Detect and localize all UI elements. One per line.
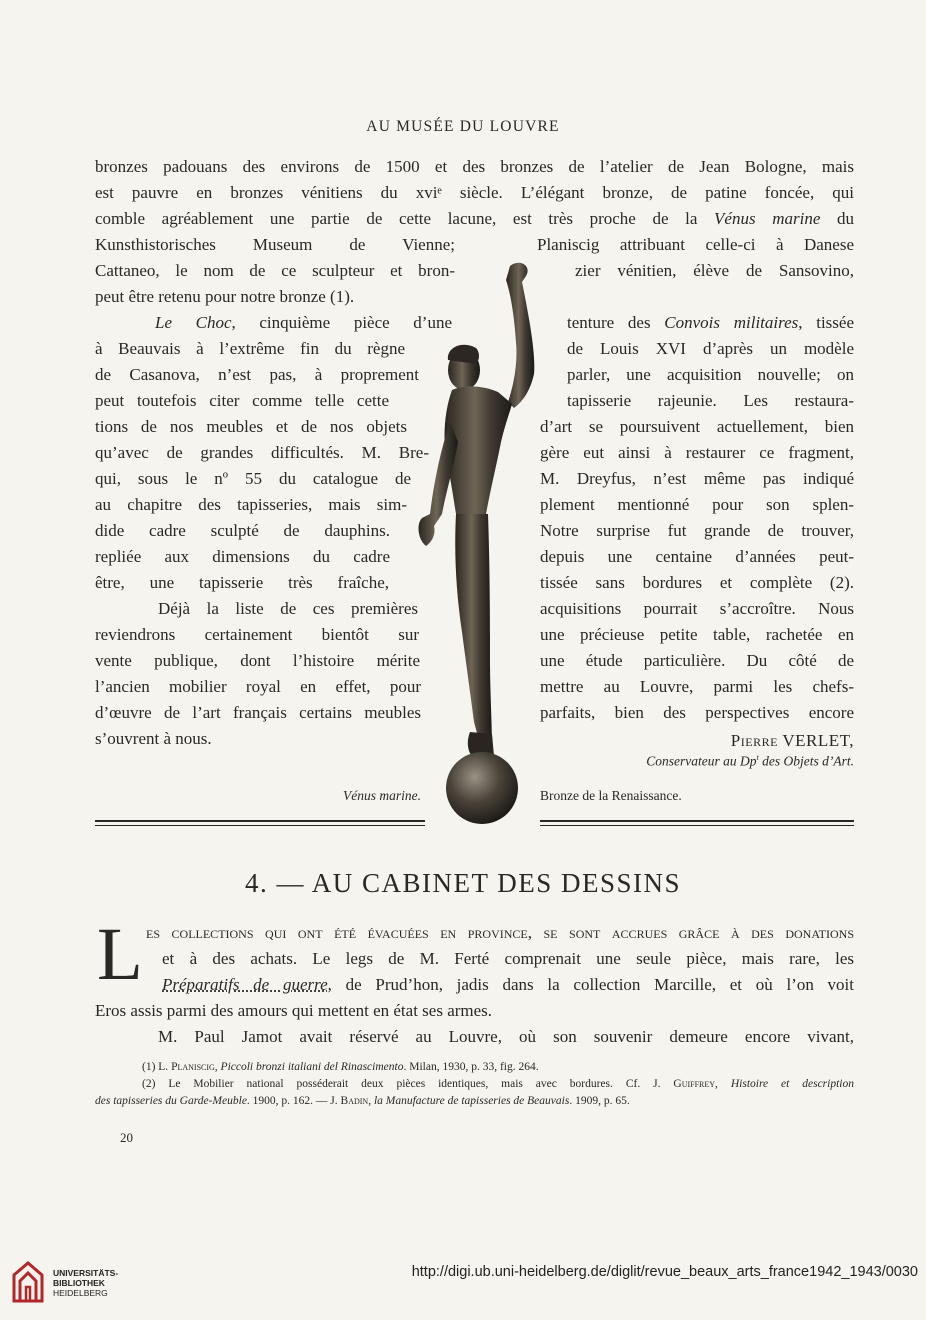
footnote-1 — [142, 1059, 539, 1076]
footnote-2-cont — [95, 1093, 630, 1110]
left-col-line: de Casanova, n’est pas, à proprement — [95, 365, 419, 384]
left-col-line: être, une tapisserie très fraîche, — [95, 573, 389, 592]
author-name: Pierre VERLET, — [730, 731, 854, 750]
section-line — [162, 972, 854, 998]
line-text: du — [820, 209, 854, 228]
left-col-line: reviendrons certainement bientôt sur — [95, 625, 419, 644]
fn-text: , — [368, 1095, 374, 1107]
left-col-line: à Beauvais à l’extrême fin du règne — [95, 339, 405, 358]
right-col-line: de Louis XVI d’après un modèle — [567, 339, 854, 358]
library-name-line: UNIVERSITÄTS- — [53, 1268, 119, 1278]
body-line: bronzes padouans des environs de 1500 et des bronzes de l’atelier de Jean Bologne, mais — [95, 157, 854, 176]
left-col-line: Déjà la liste de ces premières — [158, 599, 418, 618]
left-col-line: Cattaneo, le nom de ce sculpteur et bron- — [95, 261, 455, 280]
right-col-line: d’art se poursuivent actuellement, bien — [540, 417, 854, 436]
right-col-line: gère eut ainsi à restaurer ce fragment, — [540, 443, 854, 462]
fn-text: . 1909, p. 65. — [569, 1095, 630, 1107]
line-text: , tissée — [798, 313, 854, 332]
fn-text: , — [715, 1078, 731, 1090]
right-col-line: acquisitions pourrait s’accroître. Nous — [540, 599, 854, 618]
fn-text: , — [214, 1061, 221, 1073]
fn-text: . 1900, p. 162. — J. — [246, 1095, 341, 1107]
drop-cap: L — [97, 913, 143, 996]
section-line: es collections qui ont été évacuées en province, se sont accrues grâce à des donations — [146, 923, 854, 942]
divider-rule — [95, 820, 425, 822]
right-col-line: tissée sans bordures et complète (2). — [540, 573, 854, 592]
line-text: tenture des — [567, 313, 665, 332]
right-col-line: parfaits, bien des perspectives encore — [540, 703, 854, 722]
fn-text: (1) L. — [142, 1061, 172, 1073]
left-col-line: l’ancien mobilier royal en effet, pour — [95, 677, 421, 696]
fn-title: la Manufacture de tapisseries de Beauvais — [373, 1095, 570, 1107]
running-head: AU MUSÉE DU LOUVRE — [366, 118, 560, 135]
right-col-line: tapisserie rajeunie. Les restaura- — [567, 391, 854, 410]
right-col-line: une précieuse petite table, rachetée en — [540, 625, 854, 644]
section-line: et à des achats. Le legs de M. Ferté comprenait une seule pièce, mais rare, les — [162, 949, 854, 968]
library-name-line: HEIDELBERG — [53, 1288, 108, 1298]
left-col-line: s’ouvrent à nous. — [95, 729, 212, 748]
author-title — [540, 753, 854, 770]
left-col-line — [95, 310, 452, 336]
right-col-line: M. Dreyfus, n’est même pas indiqué — [540, 469, 854, 488]
fn-title: Piccoli bronzi italiani del Rinascimento — [220, 1061, 404, 1073]
right-col-line: Planiscig attribuant celle-ci à Danese — [537, 235, 854, 254]
right-col-line — [567, 310, 854, 336]
venus-marine-statue-image — [410, 252, 535, 827]
fn-author: Planiscig — [171, 1061, 215, 1073]
fn-author: Guiffrey — [673, 1078, 716, 1090]
title-preparatifs-de-guerre: Préparatifs de guerre — [162, 975, 328, 994]
line-text: comble agréablement une partie de cette lacune, est très proche de la — [95, 209, 715, 228]
title-convois-militaires: Convois militaires — [664, 313, 799, 332]
left-col-line: repliée aux dimensions du cadre — [95, 547, 390, 566]
left-col-line: qu’avec de grandes difficultés. M. Bre- — [95, 443, 429, 462]
left-col-line: Kunsthistorisches Museum de Vienne; — [95, 235, 455, 254]
author-signature — [540, 731, 854, 751]
caption-right: Bronze de la Renaissance. — [540, 788, 682, 803]
author-title-text: Conservateur au Dp — [646, 753, 757, 769]
page-number: 20 — [120, 1130, 133, 1145]
library-name-line: BIBLIOTHEK — [53, 1278, 105, 1288]
left-col-line: peut toutefois citer comme telle cette — [95, 391, 389, 410]
left-col-line: peut être retenu pour notre bronze (1). — [95, 287, 355, 306]
title-venus-marine: Vénus marine — [714, 209, 821, 228]
right-col-line: depuis une centaine d’années peut- — [540, 547, 854, 566]
section-line: M. Paul Jamot avait réservé au Louvre, où son souvenir demeure encore vivant, — [158, 1027, 854, 1046]
fn-title: des tapisseries du Garde-Meuble — [95, 1095, 247, 1107]
line-text: , de Prud’hon, jadis dans la collection Marcille, et où l’on voit — [327, 975, 855, 994]
right-col-line: parler, une acquisition nouvelle; on — [567, 365, 854, 384]
right-col-line: plement mentionné pour son splen- — [540, 495, 854, 514]
left-col-line: qui, sous le nº 55 du catalogue de — [95, 469, 411, 488]
line-text: , cinquième pièce d’une — [231, 313, 453, 332]
right-col-line: une étude particulière. Du côté de — [540, 651, 854, 670]
author-title-text: des Objets d’Art. — [758, 753, 854, 769]
right-col-line: zier vénitien, élève de Sansovino, — [575, 261, 854, 280]
heidelberg-library-logo-icon[interactable] — [10, 1261, 46, 1305]
fn-text: (2) Le Mobilier national posséderait deux pièces identiques, mais avec bordures. Cf. J. — [142, 1078, 674, 1090]
left-col-line: d’œuvre de l’art français certains meubles — [95, 703, 421, 722]
fn-text: . Milan, 1930, p. 33, fig. 264. — [403, 1061, 539, 1073]
fn-title: Histoire et description — [730, 1078, 854, 1090]
author-title-sup: t — [756, 753, 759, 762]
right-col-line: Notre surprise fut grande de trouver, — [540, 521, 854, 540]
library-name[interactable] — [53, 1268, 118, 1298]
body-line — [95, 206, 854, 232]
source-url-link[interactable]: http://digi.ub.uni-heidelberg.de/diglit/revue_beaux_arts_france1942_1943/0030 — [411, 1264, 918, 1280]
right-col-line: mettre au Louvre, parmi les chefs- — [540, 677, 854, 696]
divider-rule — [540, 820, 854, 822]
left-col-line: vente publique, dont l’histoire mérite — [95, 651, 420, 670]
left-col-line: dide cadre sculpté de dauphins. — [95, 521, 390, 540]
footnote-2 — [142, 1076, 854, 1093]
section-title: 4. — AU CABINET DES DESSINS — [244, 868, 682, 898]
body-line: est pauvre en bronzes vénitiens du xviᵉ siècle. L’élégant bronze, de patine foncée, qui — [95, 183, 854, 202]
caption-left: Vénus marine. — [343, 788, 421, 803]
divider-rule — [540, 825, 854, 826]
divider-rule — [95, 825, 425, 826]
title-le-choc: Le Choc — [155, 313, 232, 332]
section-line: Eros assis parmi des amours qui mettent en état ses armes. — [95, 1001, 493, 1020]
fn-author: Badin — [340, 1095, 369, 1107]
left-col-line: tions de nos meubles et de nos objets — [95, 417, 407, 436]
left-col-line: au chapitre des tapisseries, mais sim- — [95, 495, 407, 514]
